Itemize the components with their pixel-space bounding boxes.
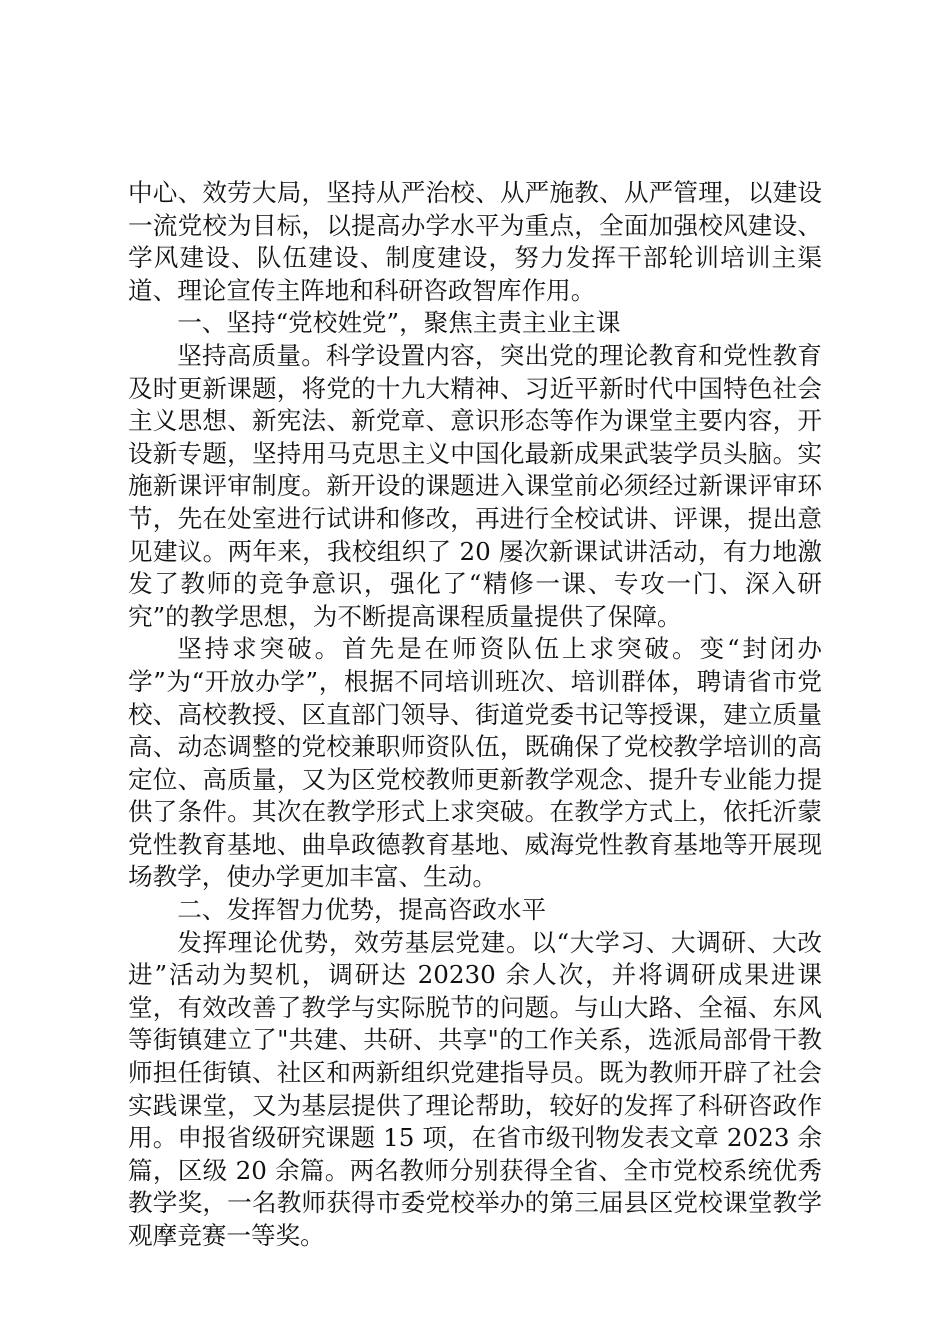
paragraph-breakthrough: 坚持求突破。首先是在师资队伍上求突破。变“封闭办学”为“开放办学”，根据不同培训班次、培训群体，聘请省市党校、高校教授、区直部门领导、街道党委书记等授课，建立质量高、动态调整的党校兼职师资队伍，既确保了党校教学培训的高定位、高质量，又为区党校教师更新教学观念、提升专业能力提供了条件。其次在教学形式上求突破。在教学方式上，依托沂蒙党性教育基地、曲阜政德教育基地、威海党性教育基地等开展现场教学，使办学更加丰富、生动。 (128, 634, 822, 892)
paragraph-intro: 中心、效劳大局，坚持从严治校、从严施教、从严管理，以建设一流党校为目标，以提高办学水平为重点，全面加强校风建设、学风建设、队伍建设、制度建设，努力发挥干部轮训培训主渠道、理论宣传主阵地和科研咨政智库作用。 (128, 178, 822, 305)
paragraph-theory: 发挥理论优势，效劳基层党建。以“大学习、大调研、大改进”活动为契机，调研达 20230 余人次，并将调研成果进课堂，有效改善了教学与实际脱节的问题。与山大路、全福、东风等街镇建立了"共建、共研、共享"的工作关系，选派局部骨干教师担任街镇、社区和两新组织党建指导员。既为教师开辟了社会实践课堂，又为基层提供了理论帮助，较好的发挥了科研咨政作用。申报省级研究课题 15 项，在省市级刊物发表文章 2023 余篇，区级 20 余篇。两名教师分别获得全省、全市党校系统优秀教学奖，一名教师获得市委党校举办的第三届县区党校课堂教学观摩竞赛一等奖。 (128, 927, 822, 1250)
section-heading-1: 一、坚持“党校姓党”，聚焦主责主业主课 (177, 308, 621, 338)
document-body (128, 177, 822, 1253)
paragraph-quality: 坚持高质量。科学设置内容，突出党的理论教育和党性教育及时更新课题，将党的十九大精神、习近平新时代中国特色社会主义思想、新宪法、新党章、意识形态等作为课堂主要内容，开设新专题，坚持用马克思主义中国化最新成果武装学员头脑。实施新课评审制度。新开设的课题进入课堂前必须经过新课评审环节，先在处室进行试讲和修改，再进行全校试讲、评课，提出意见建议。两年来，我校组织了 20 屡次新课试讲活动，有力地激发了教师的竞争意识，强化了“精修一课、专攻一门、深入研究”的教学思想，为不断提高课程质量提供了保障。 (128, 340, 822, 631)
section-heading-2: 二、发挥智力优势，提高咨政水平 (177, 895, 547, 925)
